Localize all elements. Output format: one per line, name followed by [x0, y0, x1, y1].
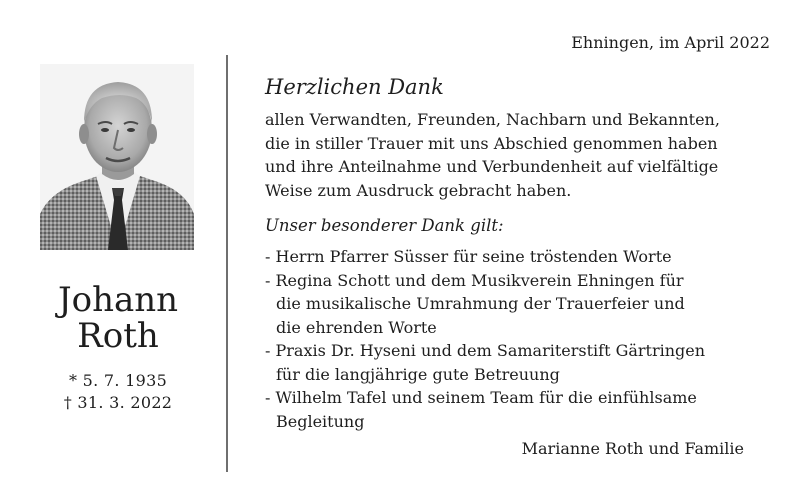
- thanks-heading: Herzlichen Dank: [265, 75, 444, 99]
- list-item-line: für die langjährige gute Betreuung: [276, 364, 560, 384]
- list-item-line: - Wilhelm Tafel und seinem Team für die einfühlsame: [265, 388, 697, 407]
- list-item-line: die musikalische Umrahmung der Trauerfeier und: [276, 294, 685, 313]
- paragraph-line: allen Verwandten, Freunden, Nachbarn und Bekannten,: [265, 110, 720, 129]
- list-item: [265, 386, 775, 433]
- special-thanks-list: [265, 245, 775, 433]
- paragraph-line: und ihre Anteilnahme und Verbundenheit auf vielfältige: [265, 157, 719, 176]
- special-thanks-heading: Unser besonderer Dank gilt:: [265, 216, 504, 235]
- portrait-illustration: [40, 64, 194, 250]
- list-item-line: - Herrn Pfarrer Süsser für seine tröstenden Worte: [265, 247, 672, 266]
- death-date: † 31. 3. 2022: [63, 393, 173, 412]
- list-item: [265, 245, 775, 269]
- thanks-paragraph: [265, 108, 775, 202]
- list-item-line: - Regina Schott und dem Musikverein Ehningen für: [265, 270, 684, 290]
- list-item-line: Begleitung: [276, 411, 365, 431]
- vertical-divider: [226, 55, 228, 472]
- list-item-line: - Praxis Dr. Hyseni und dem Samariterstift Gärtringen: [265, 341, 706, 360]
- deceased-first-name: Johann: [57, 280, 179, 320]
- paragraph-line: die in stiller Trauer mit uns Abschied genommen haben: [265, 133, 718, 153]
- deceased-last-name: Roth: [77, 316, 159, 356]
- birth-date: * 5. 7. 1935: [68, 371, 168, 390]
- place-and-date: Ehningen, im April 2022: [571, 33, 770, 52]
- list-item: [265, 269, 775, 340]
- paragraph-line: Weise zum Ausdruck gebracht haben.: [265, 180, 572, 200]
- portrait-photo: [40, 64, 194, 250]
- signature: Marianne Roth und Familie: [521, 439, 744, 458]
- list-item: [265, 339, 775, 386]
- list-item-line: die ehrenden Worte: [276, 317, 437, 337]
